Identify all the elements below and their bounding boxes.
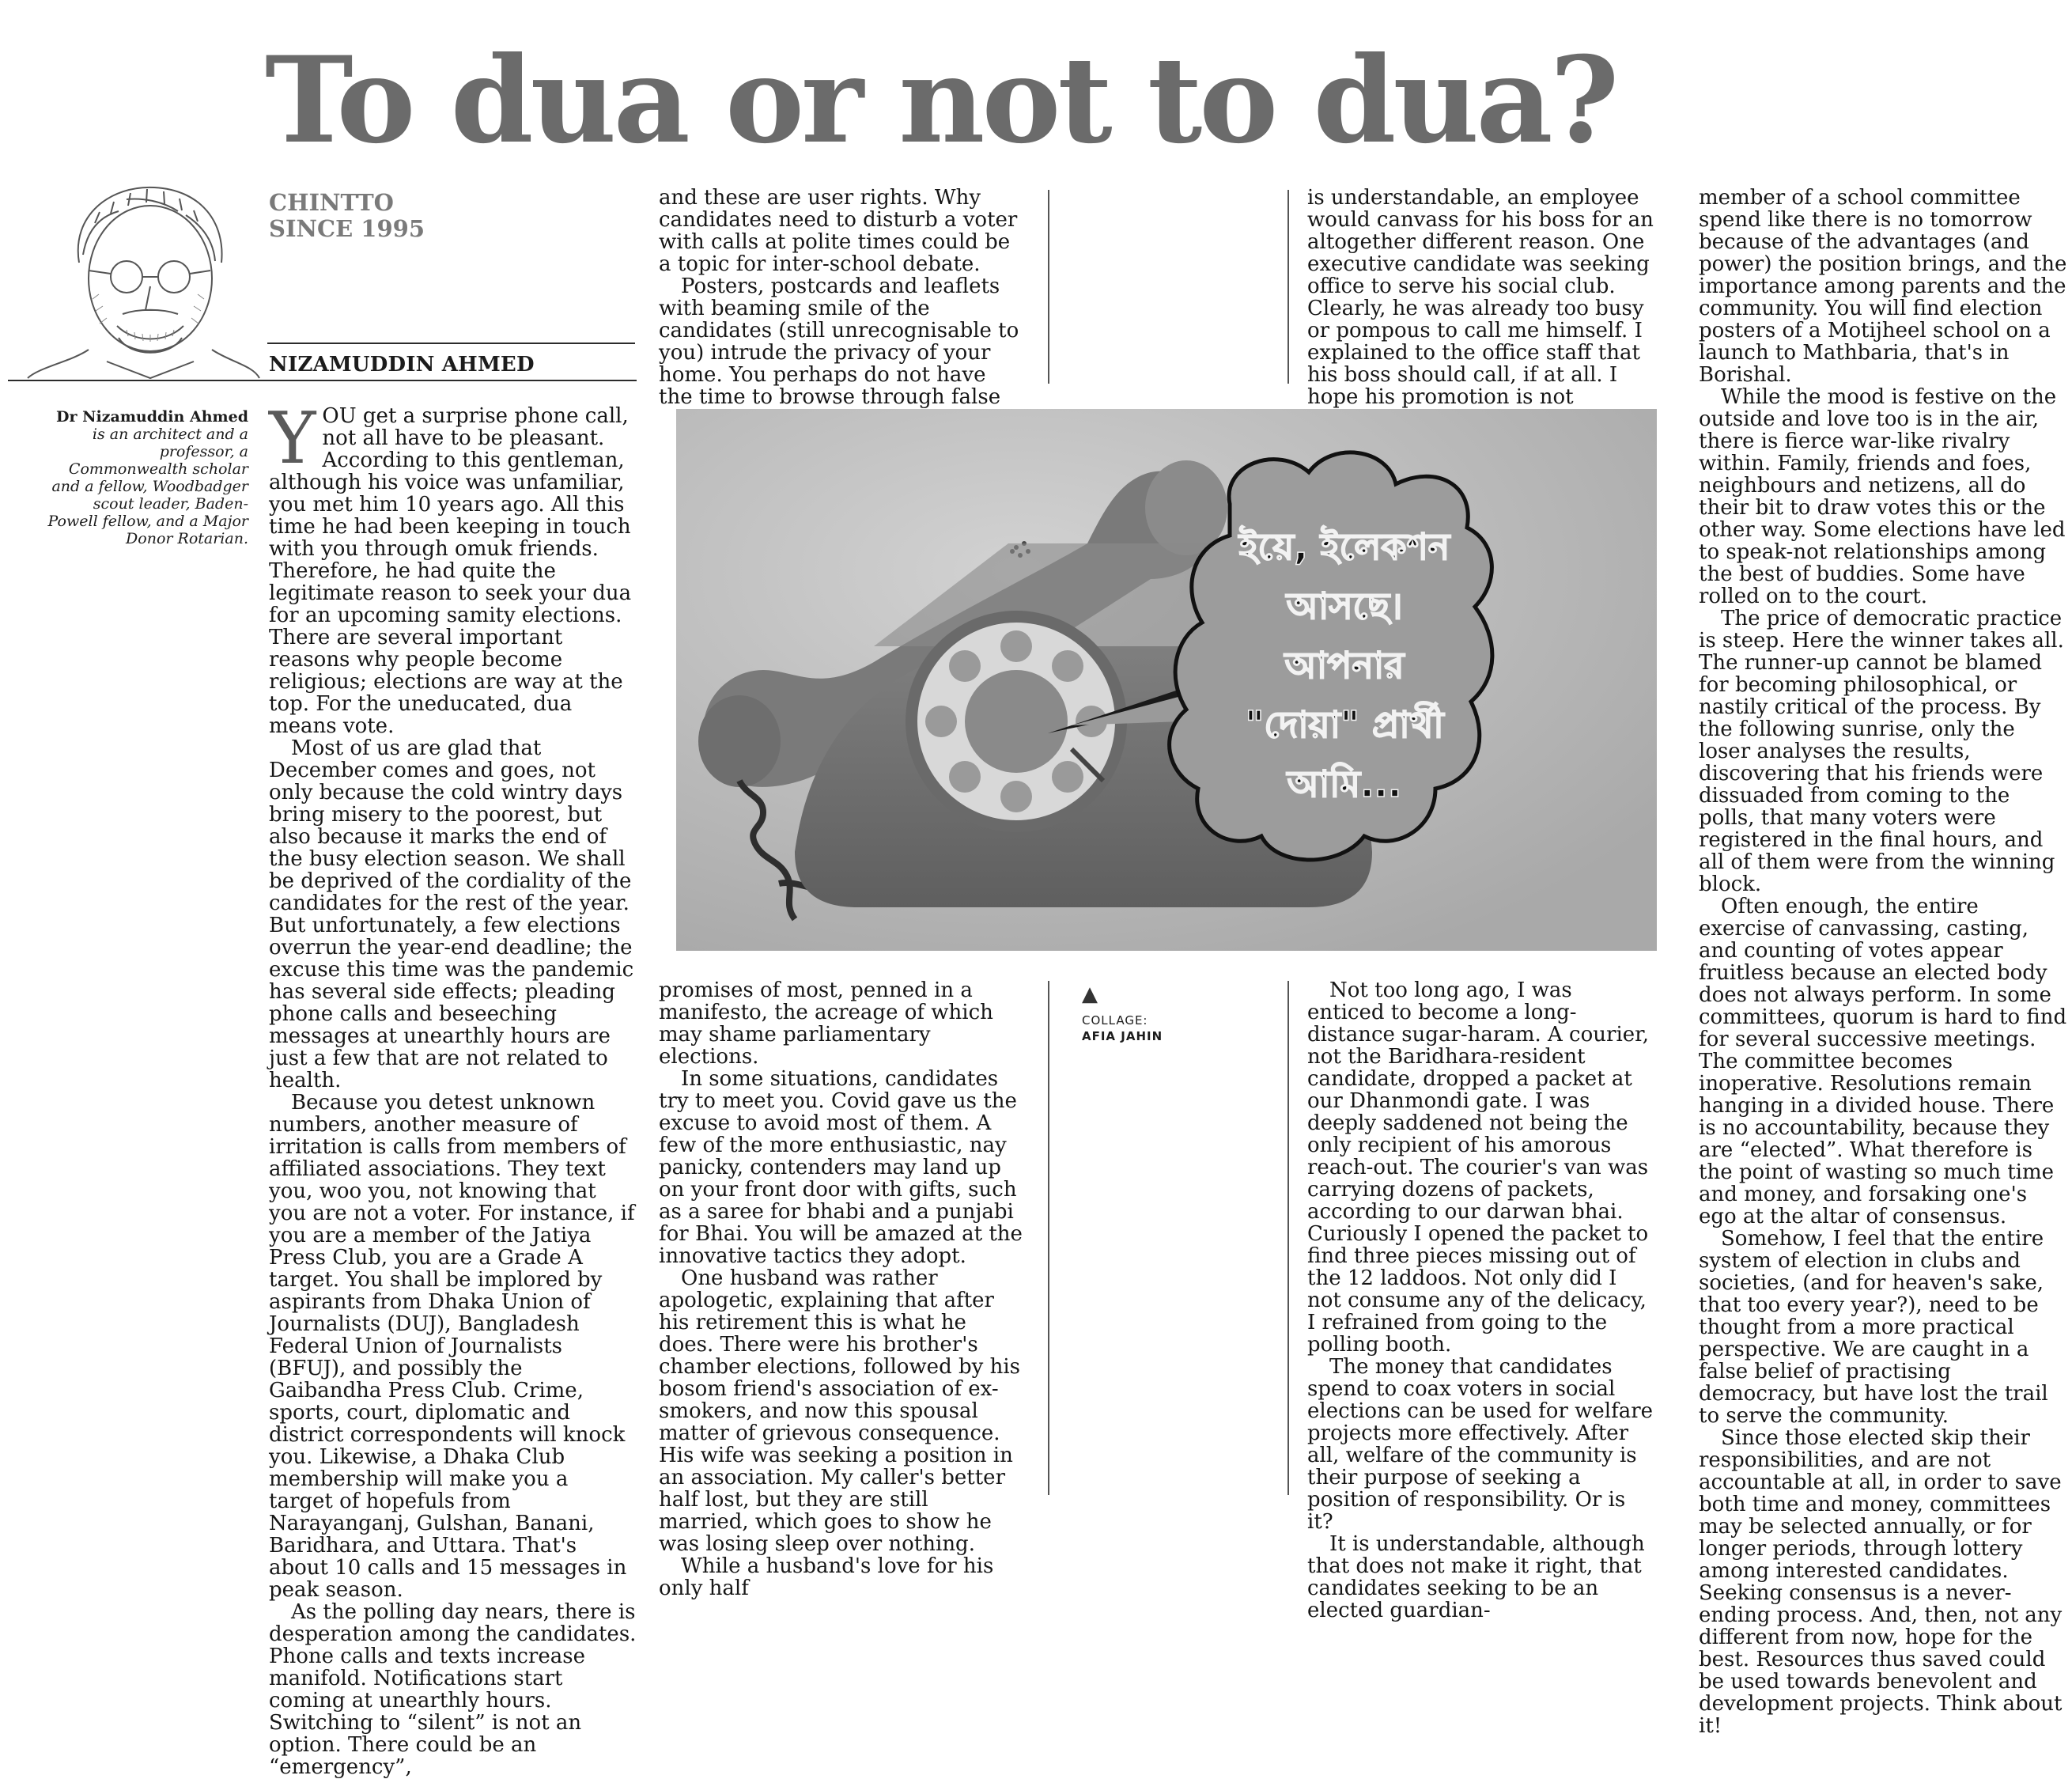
collage-photo [676, 409, 1657, 951]
paragraph-text: OU get a surprise phone call, not all have to be pleasant. According to this gentleman, although his voice was unfamiliar, you met him 10 years ago. All this time he had been keeping in touch with you through omuk friends. Therefore, he had quite the legitimate reason to seek your dua for an upcoming samity elections. There are several important reasons why people become religious; elections are way at the top. For the uneducated, dua means vote. [269, 404, 632, 738]
byline-top-rule [267, 343, 635, 344]
bubble-line-3: আপনার [1284, 644, 1405, 687]
photo-caption [1082, 984, 1240, 1044]
bubble-line-2: আসছে। [1286, 585, 1403, 627]
paragraph: Not too long ago, I was enticed to become a long-distance sugar-haram. A courier, not the Baridhara-resident candidate, dropped a packet at our Dhanmondi gate. I was deeply saddened not being the only recipient of his amorous reach-out. The courier's van was carrying dozens of packets, according to our darwan bhai. Curiously I opened the packet to find three pieces missing out of the 12 laddoos. Not only did I not consume any of the delicacy, I refrained from going to the polling booth. [1307, 978, 1649, 1357]
paragraph: Because you detest unknown numbers, another measure of irritation is calls from members of affiliated associations. They text you, woo you, not knowing that you are not a voter. For instance, if you are a member of the Jatiya Press Club, you are a Grade A target. You shall be implored by aspirants from Dhaka Union of Journalists (DUJ), Bangladesh Federal Union of Journalists (BFUJ), and possibly the Gaibandha Press Club. Crime, sports, court, diplomatic and district correspondents will knock you. Likewise, a Dhaka Club membership will make you a target of hopefuls from Narayanganj, Gulshan, Banani, Baridhara, and Uttara. That's about 10 calls and 15 messages in peak season. [269, 1091, 635, 1602]
author-bio [47, 408, 248, 547]
paragraph: Most of us are glad that December comes and goes, not only because the cold wintry days bring misery to the poorest, but also because it marks the end of the busy election season. We shall be deprived of the cordiality of the candidates for the rest of the year. But unfortunately, a few elections overrun the year-end deadline; the excuse this time was the pandemic has several side effects; pleading phone calls and beseeching messages at unearthly hours are just a few that are not related to health. [269, 736, 634, 1092]
paragraph: While a husband's love for his only half [659, 1554, 994, 1600]
paragraph: As the polling day nears, there is desperation among the candidates. Phone calls and texts increase manifold. Notifications start coming at unearthly hours. Switching to “silent” is not an option. There could be an “emergency”, [269, 1600, 637, 1779]
article-column-2-top [659, 187, 1023, 408]
bubble-line-5: আমি... [1287, 763, 1402, 805]
paragraph: Posters, postcards and leaflets with beaming smile of the candidates (still unrecognisable to you) intrude the privacy of your home. You perhaps do not have the time to browse through false [659, 274, 1019, 409]
article-column-1 [269, 397, 637, 1779]
drop-cap: Y [269, 397, 316, 480]
paragraph: It is understandable, although that does not make it right, that candidates seeking to be an elected guardian- [1307, 1532, 1645, 1622]
column-divider [1048, 190, 1049, 384]
caption-triangle-icon: ▲ [1082, 982, 1098, 1006]
article-column-4 [1699, 187, 2070, 1737]
paragraph: The money that candidates spend to coax voters in social elections can be used for welfare projects more effectively. After all, welfare of the community is their purpose of seeking a position of responsibility. Or is it? [1307, 1355, 1654, 1534]
caption-label: COLLAGE: [1082, 1013, 1148, 1028]
caption-credit: AFIA JAHIN [1082, 1029, 1163, 1043]
article-column-3-bottom [1307, 979, 1655, 1622]
rotary-telephone-illustration [676, 409, 1657, 951]
paragraph: is understandable, an employee would canvass for his boss for an altogether different reason. One executive candidate was seeking office to serve his social club. Clearly, he was already too busy or pompous to call me himself. I explained to the office staff that his boss should call, if at all. I hope his promotion is not [1307, 186, 1654, 409]
column-name-line2: SINCE 1995 [269, 215, 425, 242]
paragraph: promises of most, penned in a manifesto, the acreage of which may shame parliamentary elections. [659, 978, 993, 1069]
paragraph: While the mood is festive on the outside and love too is in the air, there is fierce war-like rivalry within. Family, friends and foes, neighbours and netizens, all do their bit to draw votes this or the other way. Some elections have led to speak-not relationships among the best of buddies. Some have rolled on to the court. [1699, 385, 2066, 608]
paragraph: The price of democratic practice is steep. Here the winner takes all. The runner-up cannot be blamed for becoming philosophical, or nastily critical of the process. By the following sunrise, only the loser analyses the results, discovering that his friends were dissuaded from coming to the polls, that many voters were registered in the final hours, and all of them were from the winning block. [1699, 607, 2064, 896]
column-divider [1287, 190, 1289, 384]
byline: NIZAMUDDIN AHMED [269, 353, 535, 377]
paragraph: member of a school committee spend like there is no tomorrow because of the advantages (and power) the position brings, and the importance among parents and the community. You will find election posters of a Motijheel school on a launch to Mathbaria, that's in Borishal. [1699, 186, 2067, 387]
column-name [269, 190, 425, 242]
paragraph: One husband was rather apologetic, explaining that after his retirement this is what he does. There were his brother's chamber elections, followed by his bosom friend's association of ex-smokers, and now this spousal matter of grievous consequence. His wife was seeking a position in an association. My caller's better half lost, but they are still married, which goes to show he was losing sleep over nothing. [659, 1266, 1020, 1556]
paragraph: In some situations, candidates try to meet you. Covid gave us the excuse to avoid most of them. A few of the more enthusiastic, nay panicky, contenders may land up on your front door with gifts, such as a saree for bhabi and a punjabi for Bhai. You will be amazed at the innovative tactics they adopt. [659, 1067, 1023, 1268]
paragraph: Often enough, the entire exercise of canvassing, casting, and counting of votes appear fruitless because an elected body does not always perform. In some committees, quorum is hard to find for several successive meetings. The committee becomes inoperative. Resolutions remain hanging in a divided house. There is no accountability, because they are “elected”. What therefore is the point of wasting so much time and money, and forsaking one's ego at the altar of consensus. [1699, 895, 2067, 1228]
column-name-line1: CHINTTO [269, 189, 394, 216]
author-bio-name: Dr Nizamuddin Ahmed [56, 408, 248, 426]
paragraph: Somehow, I feel that the entire system of election in clubs and societies, (and for heaven's sake, that too every year?), need to be thought from a more practical perspective. We are caught in a false belief of practising democracy, but have lost the trail to serve the community. [1699, 1227, 2048, 1428]
column-divider [1287, 981, 1289, 1495]
author-portrait [24, 168, 261, 380]
byline-bottom-rule [8, 380, 637, 381]
paragraph [269, 397, 637, 738]
headline: To dua or not to dua? [265, 31, 1616, 170]
bubble-line-1: ইয়ে, ইলেকশন [1238, 525, 1450, 568]
author-bio-text: is an architect and a professor, a Commonwealth scholar and a fellow, Woodbadger scout leader, Baden-Powell fellow, and a Major Donor Rotarian. [47, 426, 248, 547]
bubble-line-4: "দোয়া" প্রার্থী [1245, 703, 1444, 746]
column-divider [1048, 981, 1049, 1495]
paragraph: and these are user rights. Why candidates need to disturb a voter with calls at polite times could be a topic for inter-school debate. [659, 186, 1018, 276]
article-column-2-bottom [659, 979, 1023, 1599]
paragraph: Since those elected skip their responsibilities, and are not accountable at all, in order to save both time and money, committees may be selected annually, or for longer periods, through lottery among interested candidates. Seeking consensus is a never-ending process. And, then, not any different from now, hope for the best. Resources thus saved could be used towards benevolent and development projects. Think about it! [1699, 1426, 2063, 1738]
